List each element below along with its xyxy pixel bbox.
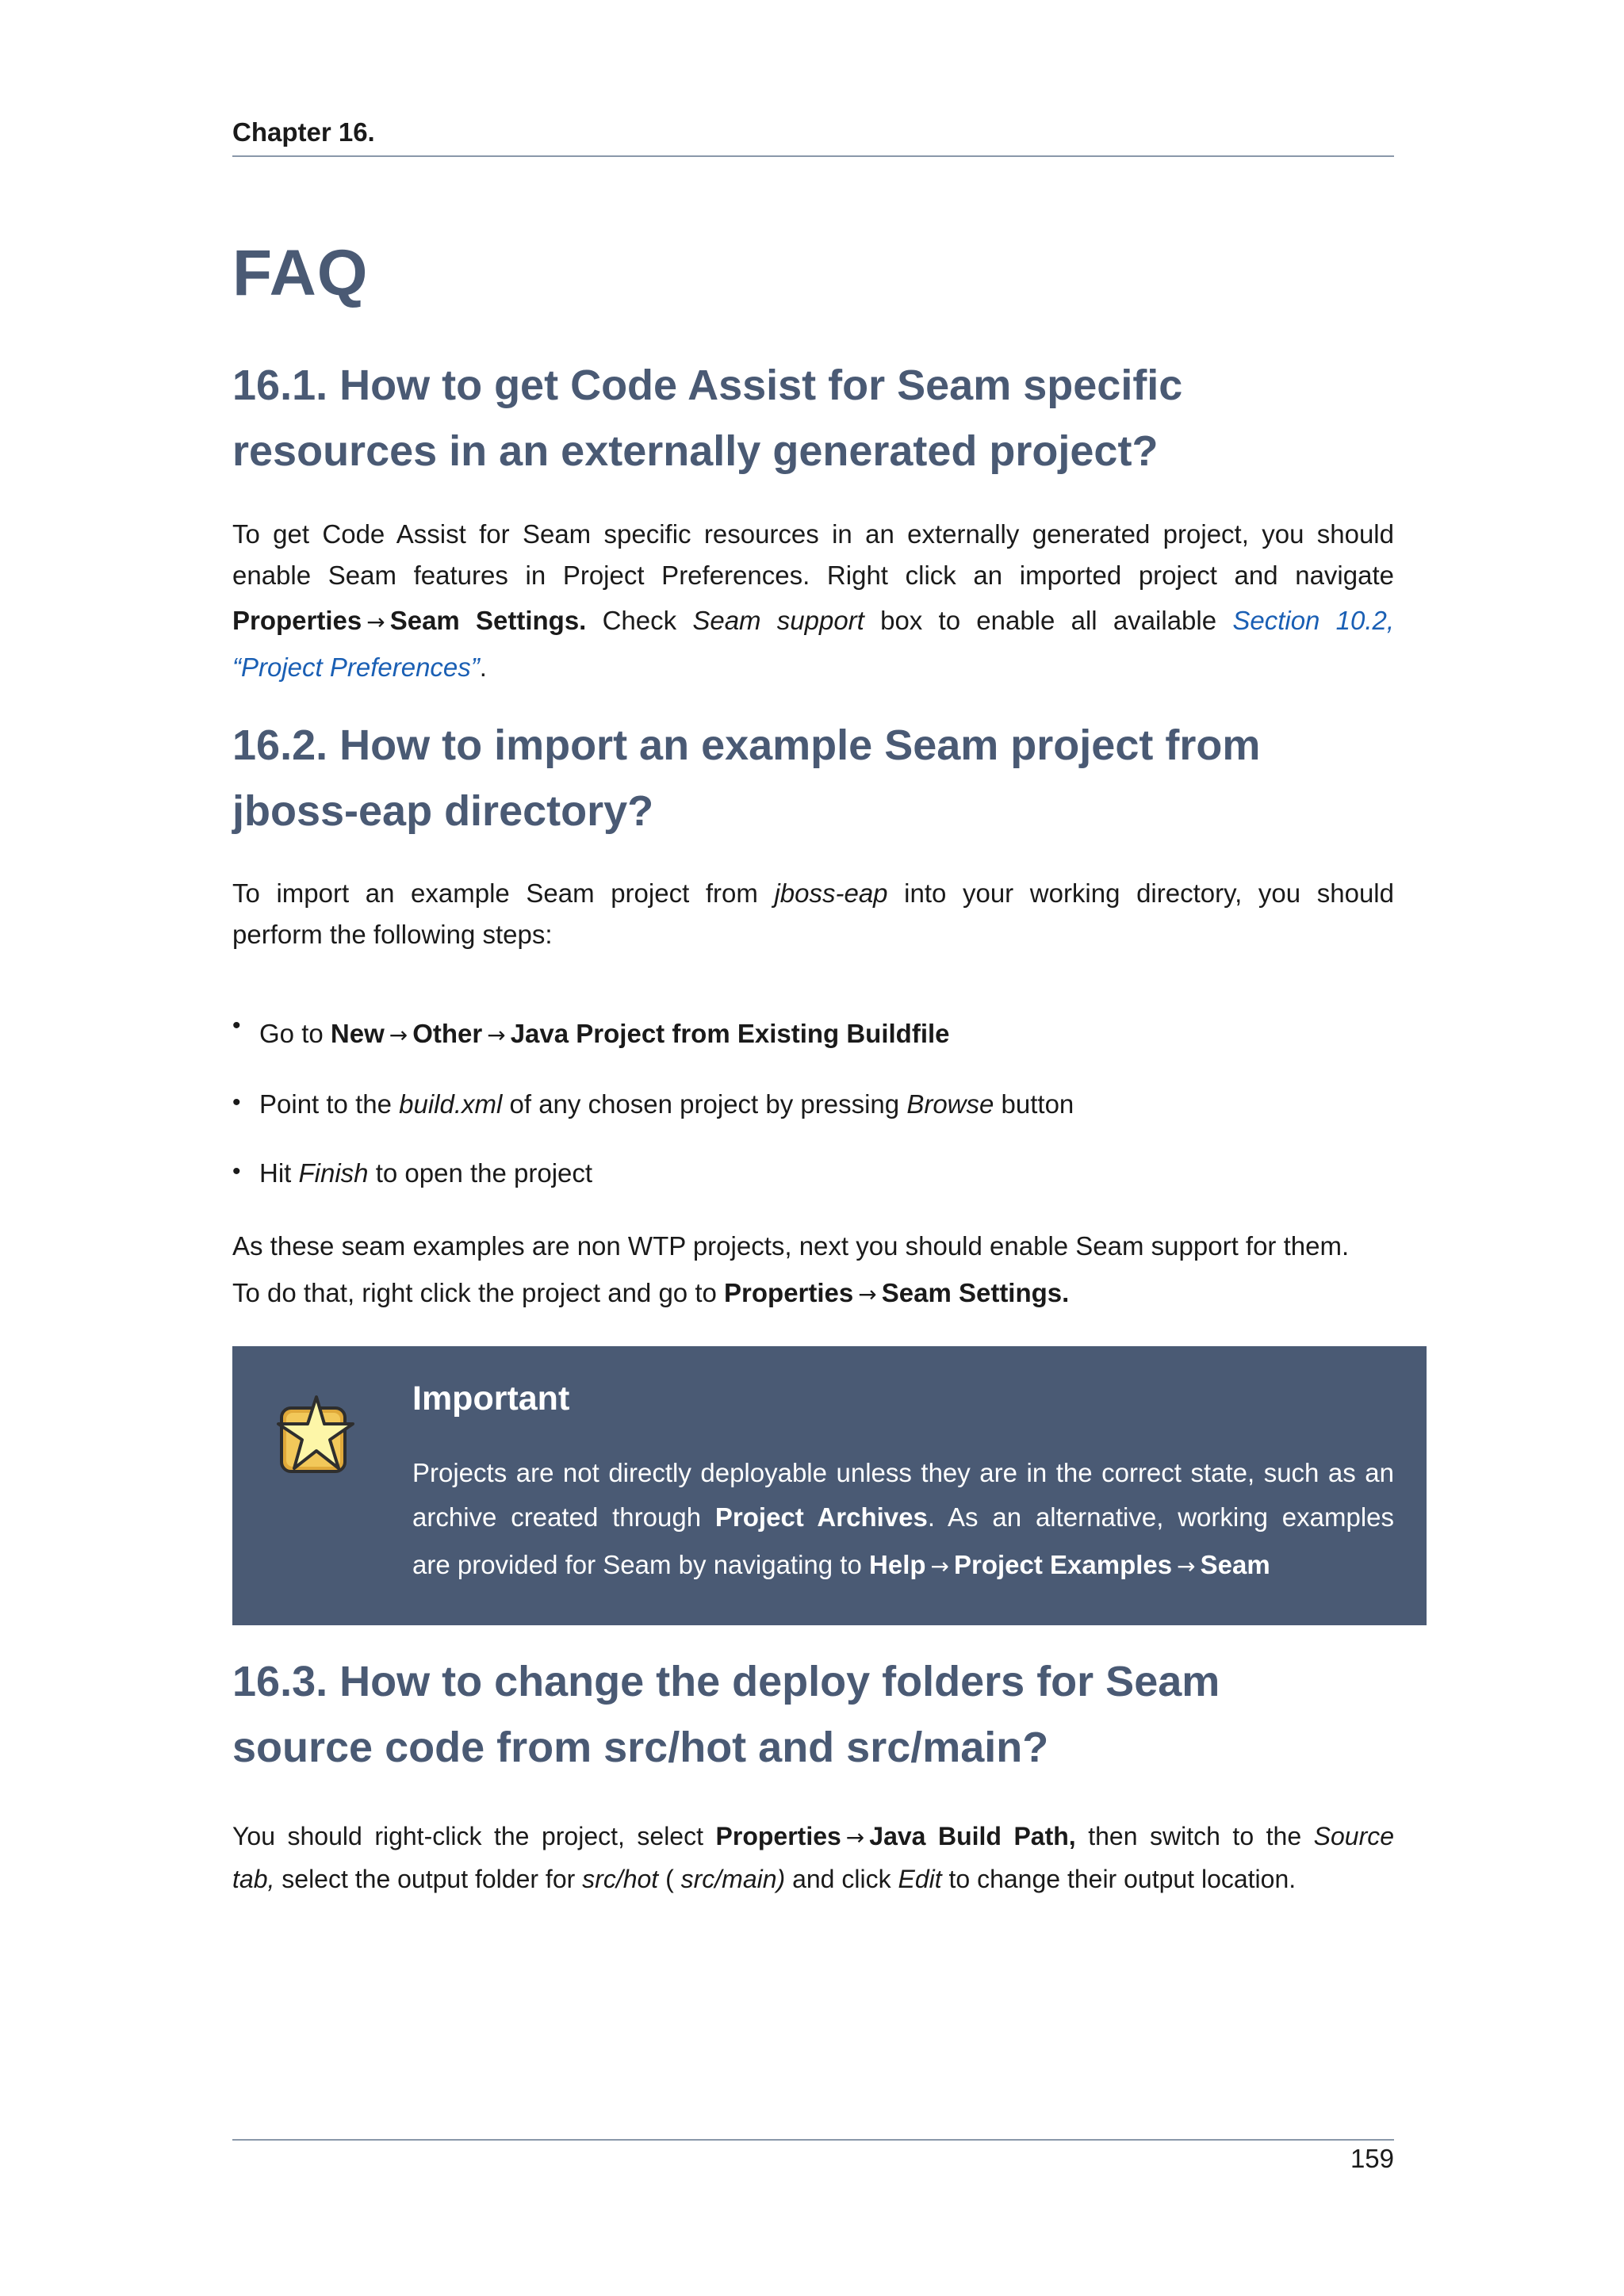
button-edit: Edit <box>898 1865 942 1893</box>
paragraph-16-2-intro <box>232 873 1394 955</box>
button-finish: Finish <box>298 1158 369 1188</box>
paragraph-line: tab, select the output folder for src/hot ( src/main) and click Edit to change their output location. <box>232 1865 1297 1893</box>
header-rule <box>232 155 1394 157</box>
heading-line: 16.2. How to import an example Seam project from <box>232 721 1261 769</box>
admonition-body <box>412 1451 1394 1592</box>
admonition-line: Projects are not directly deployable unless they are in the correct state, such as an <box>412 1458 1394 1487</box>
paragraph-line: enable Seam features in Project Preferences. Right click an imported project and navigate <box>232 561 1394 590</box>
menu-path-other: Other <box>412 1019 483 1048</box>
menu-seam: Seam <box>1200 1550 1270 1579</box>
paragraph-line: perform the following steps: <box>232 920 553 949</box>
bullet-icon: • <box>232 1012 241 1039</box>
page-number: 159 <box>1350 2144 1394 2173</box>
menu-project-archives: Project Archives <box>714 1502 928 1532</box>
menu-path-java-build-path: Java Build Path, <box>869 1822 1076 1850</box>
paragraph-line: To do that, right click the project and go to Properties → Seam Settings. <box>232 1278 1070 1307</box>
menu-path-new: New <box>330 1019 385 1048</box>
paragraph-line: You should right-click the project, select Properties → Java Build Path, then switch to the Source <box>232 1822 1395 1850</box>
section-link-continued[interactable]: “Project Preferences” <box>232 652 480 682</box>
paragraph-line: To get Code Assist for Seam specific resources in an externally generated project, you should <box>232 519 1394 549</box>
paragraph-16-3 <box>232 1816 1394 1900</box>
chapter-header: Chapter 16. <box>232 117 375 147</box>
menu-path-properties: Properties <box>232 606 362 635</box>
bullet-icon: • <box>232 1158 241 1184</box>
paragraph-16-2-note <box>232 1226 1394 1321</box>
paragraph-line: Properties → Seam Settings. Check Seam support box to enable all available Section 10.2, <box>232 606 1395 635</box>
admonition-title: Important <box>412 1380 570 1418</box>
star-icon <box>270 1394 358 1481</box>
menu-project-examples: Project Examples <box>954 1550 1173 1579</box>
menu-path-seam-settings: Seam Settings. <box>389 606 587 635</box>
arrow-icon: → <box>858 1281 877 1307</box>
admonition-line: archive created through Project Archives. As an alternative, working examples <box>412 1502 1395 1532</box>
option-seam-support: Seam support <box>692 606 864 635</box>
file-build-xml: build.xml <box>399 1089 503 1119</box>
menu-path-java-project: Java Project from Existing Buildfile <box>510 1019 950 1048</box>
bullet-icon: • <box>232 1089 241 1115</box>
page-title: FAQ <box>232 237 369 309</box>
tab-source: Source <box>1313 1822 1395 1850</box>
paragraph-line: To import an example Seam project from jboss-eap into your working directory, you should <box>232 878 1394 908</box>
menu-path-properties: Properties <box>724 1278 854 1307</box>
section-heading-16-3 <box>232 1649 1394 1781</box>
menu-path-seam-settings: Seam Settings. <box>881 1278 1070 1307</box>
tab-label: tab, <box>232 1865 275 1893</box>
menu-help: Help <box>869 1550 926 1579</box>
path-jboss-eap: jboss-eap <box>774 878 888 908</box>
heading-line: 16.1. How to get Code Assist for Seam specific <box>232 362 1183 409</box>
menu-path-properties: Properties <box>715 1822 841 1850</box>
paragraph-16-1 <box>232 514 1394 688</box>
heading-line: jboss-eap directory? <box>232 787 654 835</box>
heading-line: 16.3. How to change the deploy folders for Seam <box>232 1658 1220 1705</box>
arrow-icon: → <box>366 609 385 635</box>
important-admonition <box>232 1346 1427 1625</box>
heading-line: resources in an externally generated project? <box>232 427 1159 475</box>
paragraph-line: “Project Preferences”. <box>232 652 487 682</box>
arrow-icon: → <box>930 1553 949 1579</box>
document-page: Chapter 16. FAQ 16.1. How to get Code Assist for Seam specific resources in an externally generated project? To get Code Assist for Seam specific resources in an externally generated project, you should enable Seam features in Project Preferences. Right click an imported project and navigate Properties → Seam Settings. Check Seam support box to enable all available Section 10.2, “Project Preferences”. 16.2. How to import an example Seam project from jboss-eap directory? To import an example Seam project from jboss-eap into your working directory, you should perform the following steps: • Go to New → Other → Java Project from Existing Buildfile • Point to the build.xml of any chosen project by pressing Browse button • Hit Finish to open the project As these seam examples are non WTP projects, next you should enable Seam support for them. To do that, right click the project and go to Properties → Seam Settings. Important Projects are not directly deployable unless they are in the correct state, such as an archive created through Project Archives. As an alternative, working examples are provided for Seam by navigating to Help → Project Examples → Seam 16.3. How to change the deploy folders for Seam source code from src/hot and src/main? You should right-click the project, select Properties → Java Build Path, then switch to the Source tab, select the output folder for src/hot ( src/main) and click Edit to change their output location. 159 <box>232 0 1394 2296</box>
arrow-icon: → <box>389 1022 408 1048</box>
folder-src-hot: src/hot <box>582 1865 659 1893</box>
admonition-line: are provided for Seam by navigating to Help → Project Examples → Seam <box>412 1550 1270 1579</box>
heading-line: source code from src/hot and src/main? <box>232 1724 1049 1771</box>
section-heading-16-2 <box>232 713 1394 844</box>
arrow-icon: → <box>487 1022 506 1048</box>
footer-rule <box>232 2139 1394 2141</box>
button-browse: Browse <box>906 1089 994 1119</box>
arrow-icon: → <box>1177 1553 1196 1579</box>
section-heading-16-1 <box>232 353 1394 484</box>
folder-src-main: src/main) <box>680 1865 786 1893</box>
arrow-icon: → <box>845 1824 865 1850</box>
section-link[interactable]: Section 10.2, <box>1232 606 1395 635</box>
paragraph-line: As these seam examples are non WTP projects, next you should enable Seam support for them. <box>232 1231 1350 1261</box>
